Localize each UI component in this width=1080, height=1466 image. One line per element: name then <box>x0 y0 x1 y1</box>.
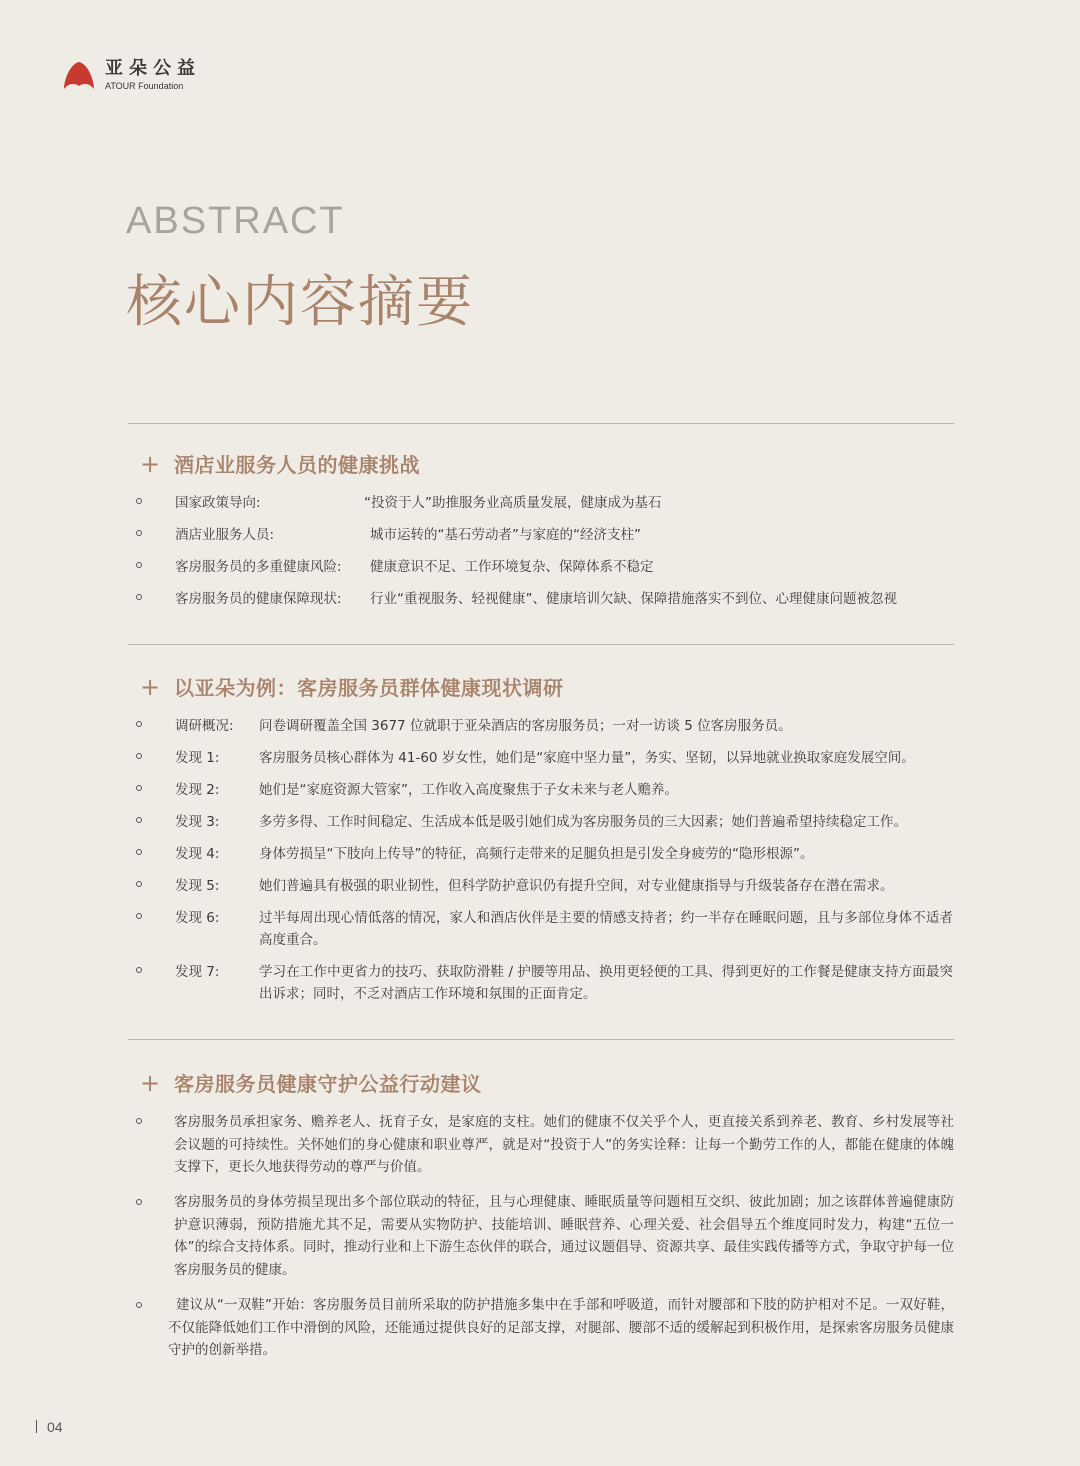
item-label: 酒店业服务人员: <box>175 527 275 543</box>
item-label: 发现 3: <box>175 814 220 830</box>
item-label: 发现 1: <box>175 750 220 766</box>
page-number-text: 04 <box>47 1419 63 1435</box>
item-text: 行业“重视服务、轻视健康”、健康培训欠缺、保障措施落实不到位、心理健康问题被忽视 <box>370 591 897 607</box>
item-text: 她们普遍具有极强的职业韧性，但科学防护意识仍有提升空间，对专业健康指导与升级装备存在潜在需求。 <box>259 878 894 894</box>
item-text: 问卷调研覆盖全国 3677 位就职于亚朵酒店的客房服务员；一对一访谈 5 位客房服务员。 <box>259 718 792 734</box>
plus-icon: + <box>140 449 161 478</box>
section-heading-recommendations <box>140 1068 482 1097</box>
item-text: 学习在工作中更省力的技巧、获取防滑鞋 / 护腰等用品、换用更轻便的工具、得到更好的工作餐是健康支持方面最突出诉求；同时，不乏对酒店工作环境和氛围的正面肯定。 <box>259 964 953 1002</box>
bullet-icon <box>136 530 142 536</box>
page-title-cn: 核心内容摘要 <box>126 270 474 335</box>
page-title-en: ABSTRACT <box>126 200 345 242</box>
bullet-icon <box>136 1199 142 1205</box>
item-text: 客房服务员核心群体为 41-60 岁女性，她们是“家庭中坚力量”，务实、坚韧，以异地就业换取家庭发展空间。 <box>259 750 915 766</box>
bullet-icon <box>136 881 142 887</box>
item-text: 健康意识不足、工作环境复杂、保障体系不稳定 <box>370 559 654 575</box>
item-text: 城市运转的“基石劳动者”与家庭的“经济支柱” <box>370 527 641 543</box>
bullet-icon <box>136 562 142 568</box>
item-text: 身体劳损呈“下肢向上传导”的特征，高频行走带来的足腿负担是引发全身疲劳的“隐形根源”。 <box>259 846 814 862</box>
item-label: 发现 7: <box>175 964 220 980</box>
section-divider <box>128 644 954 645</box>
section-title: 以亚朵为例：客房服务员群体健康现状调研 <box>174 676 564 700</box>
item-label: 客房服务员的多重健康风险: <box>175 559 342 575</box>
item-label: 发现 6: <box>175 910 220 926</box>
paragraph-text: 客房服务员承担家务、赡养老人、抚育子女，是家庭的支柱。她们的健康不仅关乎个人，更直接关系到养老、教育、乡村发展等社会议题的可持续性。关怀她们的身心健康和职业尊严，就是对“投资于人”的务实诠释：让每一个勤劳工作的人，都能在健康的体魄支撑下，更长久地获得劳动的尊严与价值。 <box>174 1114 954 1175</box>
item-label: 调研概况: <box>175 718 234 734</box>
brand-name-cn: 亚朵公益 <box>105 57 201 79</box>
item-text: 过半每周出现心情低落的情况，家人和酒店伙伴是主要的情感支持者；约一半存在睡眠问题，且与多部位身体不适者高度重合。 <box>259 910 953 948</box>
page-number-divider <box>36 1420 37 1433</box>
bullet-icon <box>136 913 142 919</box>
brand-logo <box>62 58 201 92</box>
bullet-icon <box>136 721 142 727</box>
bullet-icon <box>136 1118 142 1124</box>
bullet-icon <box>136 1302 142 1308</box>
bullet-icon <box>136 594 142 600</box>
item-text: 多劳多得、工作时间稳定、生活成本低是吸引她们成为客房服务员的三大因素；她们普遍希望持续稳定工作。 <box>259 814 907 830</box>
bullet-icon <box>136 785 142 791</box>
item-text: “投资于人”助推服务业高质量发展，健康成为基石 <box>364 495 662 511</box>
bullet-icon <box>136 967 142 973</box>
section-title: 客房服务员健康守护公益行动建议 <box>174 1072 482 1096</box>
plus-icon: + <box>140 1068 161 1097</box>
section-heading-health-challenges <box>140 449 420 478</box>
bullet-icon <box>136 498 142 504</box>
bullet-icon <box>136 849 142 855</box>
plus-icon: + <box>140 672 161 701</box>
item-label: 国家政策导向: <box>175 495 261 511</box>
brand-name-en: ATOUR Foundation <box>105 80 184 91</box>
section-heading-survey <box>140 672 564 701</box>
bullet-icon <box>136 817 142 823</box>
paragraph-text: 建议从“一双鞋”开始：客房服务员目前所采取的防护措施多集中在手部和呼吸道，而针对腰部和下肢的防护相对不足。一双好鞋，不仅能降低她们工作中滑倒的风险，还能通过提供良好的足部支撑，对腿部、腰部不适的缓解起到积极作用，是探索客房服务员健康守护的创新举措。 <box>168 1297 954 1358</box>
section-divider <box>128 423 954 424</box>
page-number <box>36 1419 63 1435</box>
section-divider <box>128 1039 954 1040</box>
item-label: 客房服务员的健康保障现状: <box>175 591 342 607</box>
item-label: 发现 2: <box>175 782 220 798</box>
bullet-icon <box>136 753 142 759</box>
item-text: 她们是“家庭资源大管家”，工作收入高度聚焦于子女未来与老人赡养。 <box>259 782 678 798</box>
item-label: 发现 4: <box>175 846 220 862</box>
item-label: 发现 5: <box>175 878 220 894</box>
atour-logo-icon <box>62 58 96 92</box>
section-title: 酒店业服务人员的健康挑战 <box>174 453 420 477</box>
paragraph-text: 客房服务员的身体劳损呈现出多个部位联动的特征，且与心理健康、睡眠质量等问题相互交织、彼此加剧；加之该群体普遍健康防护意识薄弱，预防措施尤其不足，需要从实物防护、技能培训、睡眠营养、心理关爱、社会倡导五个维度同时发力，构建“五位一体”的综合支持体系。同时，推动行业和上下游生态伙伴的联合，通过议题倡导、资源共享、最佳实践传播等方式，争取守护每一位客房服务员的健康。 <box>174 1194 954 1278</box>
